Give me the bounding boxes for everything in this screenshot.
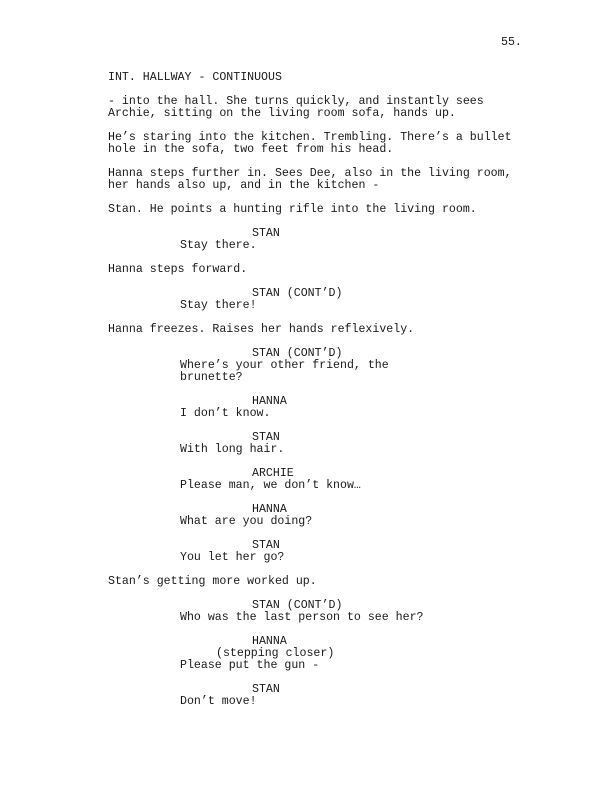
action-line: Archie, sitting on the living room sofa, hands up. bbox=[108, 107, 456, 120]
dialogue-line: brunette? bbox=[180, 371, 243, 384]
parenthetical: (stepping closer) bbox=[216, 647, 335, 660]
character-name: STAN bbox=[252, 227, 280, 240]
action-line: Stan. He points a hunting rifle into the living room. bbox=[108, 203, 477, 216]
dialogue-line: You let her go? bbox=[180, 551, 285, 564]
action-line: Stan’s getting more worked up. bbox=[108, 575, 317, 588]
action-line: He’s staring into the kitchen. Trembling. There’s a bullet bbox=[108, 131, 512, 144]
character-name: HANNA bbox=[252, 635, 287, 648]
character-name: STAN bbox=[252, 683, 280, 696]
dialogue-line: Don’t move! bbox=[180, 695, 257, 708]
dialogue-line: Stay there! bbox=[180, 299, 257, 312]
dialogue-line: I don’t know. bbox=[180, 407, 271, 420]
character-name: STAN (CONT’D) bbox=[252, 287, 343, 300]
action-line: - into the hall. She turns quickly, and instantly sees bbox=[108, 95, 484, 108]
dialogue-line: Where’s your other friend, the bbox=[180, 359, 389, 372]
dialogue-line: Please man, we don’t know… bbox=[180, 479, 361, 492]
action-line: Hanna steps forward. bbox=[108, 263, 248, 276]
action-line: hole in the sofa, two feet from his head. bbox=[108, 143, 394, 156]
action-line: Hanna freezes. Raises her hands reflexively. bbox=[108, 323, 415, 336]
character-name: HANNA bbox=[252, 503, 287, 516]
character-name: STAN (CONT’D) bbox=[252, 347, 343, 360]
dialogue-line: With long hair. bbox=[180, 443, 285, 456]
dialogue-line: Stay there. bbox=[180, 239, 257, 252]
action-line: Hanna steps further in. Sees Dee, also in the living room, bbox=[108, 167, 512, 180]
character-name: HANNA bbox=[252, 395, 287, 408]
dialogue-line: Who was the last person to see her? bbox=[180, 611, 424, 624]
character-name: STAN bbox=[252, 539, 280, 552]
scene-heading: INT. HALLWAY - CONTINUOUS bbox=[108, 71, 282, 84]
dialogue-line: Please put the gun - bbox=[180, 659, 320, 672]
character-name: STAN bbox=[252, 431, 280, 444]
character-name: STAN (CONT’D) bbox=[252, 599, 343, 612]
action-line: her hands also up, and in the kitchen - bbox=[108, 179, 380, 192]
dialogue-line: What are you doing? bbox=[180, 515, 313, 528]
character-name: ARCHIE bbox=[252, 467, 294, 480]
page-number: 55. bbox=[501, 36, 522, 49]
